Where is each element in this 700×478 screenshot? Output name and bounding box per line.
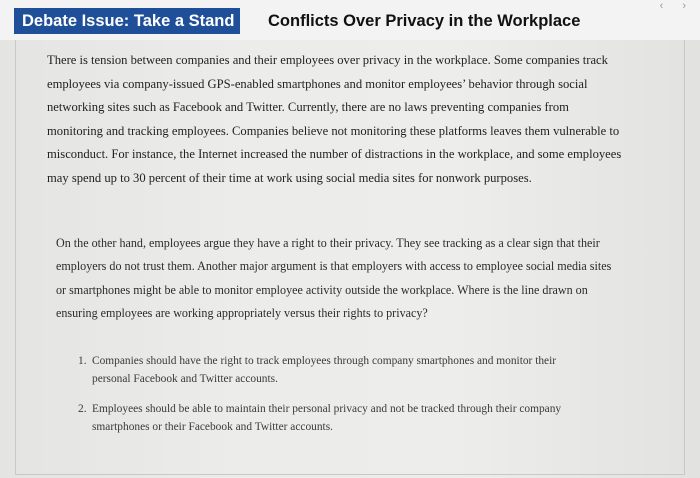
list-item-number: 1. [78, 355, 87, 367]
list-item [78, 353, 578, 388]
header-bar [0, 0, 700, 40]
corner-glyphs: ‹ › [659, 0, 694, 12]
paragraph-company-view: There is tension between companies and their employees over privacy in the workplace. Some companies track employees via company-issued GPS-enabled smartphones and monitor employees’ behavior through social networking sites such as Facebook and Twitter. Currently, there are no laws preventing companies from monitoring and tracking employees. Companies believe not monitoring these platforms leaves them vulnerable to misconduct. For instance, the Internet increased the number of distractions in the workplace, and some employees may spend up to 30 percent of their time at work using social media sites for nonwork purposes. [47, 53, 622, 185]
paragraph-employee-view: On the other hand, employees argue they have a right to their privacy. They see tracking as a clear sign that their employers do not trust them. Another major argument is that employers with access to employee social media sites or smartphones might be able to monitor employee activity outside the workplace. Where is the line drawn on ensuring employees are working appropriately versus their rights to privacy? [56, 236, 612, 321]
list-item-text: Companies should have the right to track employees through company smartphones and monitor their personal Facebook and Twitter accounts. [92, 355, 557, 385]
page-title: Conflicts Over Privacy in the Workplace [268, 12, 581, 30]
debate-options-list [78, 353, 578, 449]
list-item-text: Employees should be able to maintain their personal privacy and not be tracked through their company smartphones or their Facebook and Twitter accounts. [92, 403, 562, 433]
debate-issue-label: Debate Issue: Take a Stand [14, 8, 240, 34]
list-item-number: 2. [78, 403, 87, 415]
list-item [78, 401, 578, 436]
